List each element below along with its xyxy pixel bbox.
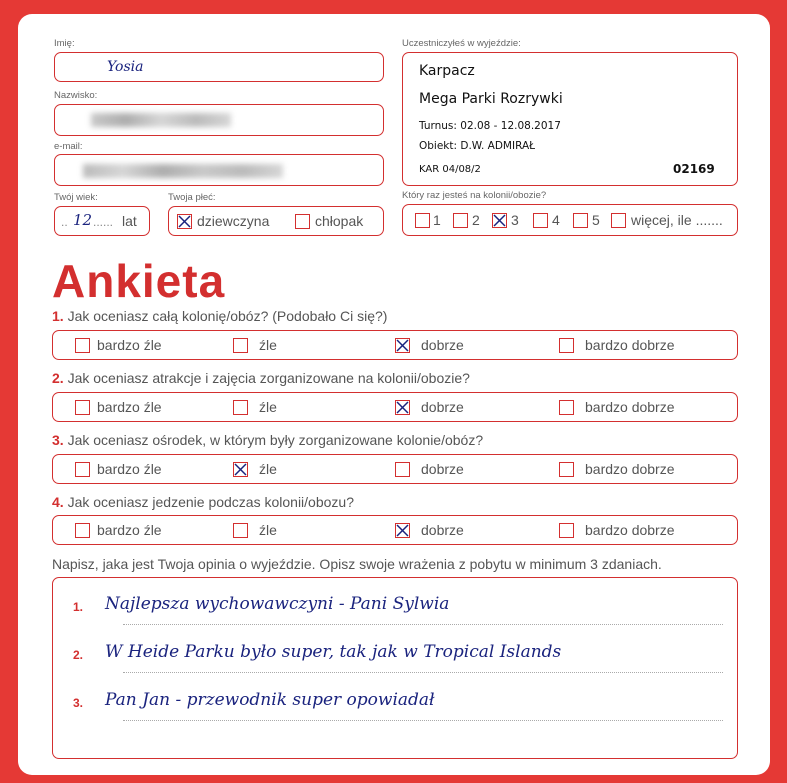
checkbox-q3-option-1[interactable]: [75, 462, 90, 477]
checkbox-dziewczyna[interactable]: [177, 214, 192, 229]
checkbox-q1-option-3[interactable]: [395, 338, 410, 353]
option-label: bardzo dobrze: [585, 522, 675, 538]
checkbox-q2-option-1[interactable]: [75, 400, 90, 415]
opinion-line-divider: [123, 672, 723, 673]
option-label: dobrze: [421, 461, 464, 477]
camp-info-box: [402, 52, 738, 186]
first-name-value: Yosia: [107, 59, 144, 75]
camp-number: 02169: [673, 162, 715, 176]
option-label: dobrze: [421, 522, 464, 538]
surname-redacted: [91, 113, 231, 127]
checkbox-times-more[interactable]: [611, 213, 626, 228]
checkbox-times-3[interactable]: [492, 213, 507, 228]
age-label: Twój wiek:: [54, 192, 98, 203]
times-option-more: więcej, ile .......: [631, 212, 723, 228]
checkbox-times-2[interactable]: [453, 213, 468, 228]
option-label: bardzo dobrze: [585, 461, 675, 477]
camp-code: KAR 04/08/2: [419, 164, 481, 175]
gender-option-male: chłopak: [315, 213, 364, 229]
question-4: [52, 494, 354, 510]
times-option-2: 2: [472, 212, 480, 228]
option-label: źle: [259, 522, 277, 538]
camp-name: Mega Parki Rozrywki: [419, 91, 563, 107]
option-label: dobrze: [421, 337, 464, 353]
opinion-line-1-number: 1.: [73, 600, 84, 614]
option-label: bardzo źle: [97, 461, 162, 477]
opinion-line-3-text: Pan Jan - przewodnik super opowiadał: [105, 690, 435, 710]
question-3: [52, 432, 483, 448]
checkbox-q2-option-4[interactable]: [559, 400, 574, 415]
camp-label: Uczestniczyłeś w wyjeździe:: [402, 38, 521, 49]
checkbox-q3-option-4[interactable]: [559, 462, 574, 477]
option-label: źle: [259, 399, 277, 415]
checkbox-q3-option-2[interactable]: [233, 462, 248, 477]
age-field[interactable]: [54, 206, 150, 236]
email-redacted: [83, 164, 283, 178]
camp-turnus: Turnus: 02.08 - 12.08.2017: [419, 120, 561, 132]
camp-city: Karpacz: [419, 63, 475, 79]
survey-sheet: [18, 14, 770, 775]
answer-row-4: [52, 515, 738, 545]
option-label: bardzo dobrze: [585, 337, 675, 353]
answer-row-2: [52, 392, 738, 422]
question-number: 4.: [52, 494, 64, 510]
checkbox-q4-option-1[interactable]: [75, 523, 90, 538]
checkbox-q1-option-4[interactable]: [559, 338, 574, 353]
question-number: 3.: [52, 432, 64, 448]
question-text: Jak oceniasz ośrodek, w którym były zorganizowane kolonie/obóz?: [67, 432, 484, 448]
email-label: e-mail:: [54, 141, 83, 152]
question-2: [52, 370, 470, 386]
option-label: bardzo źle: [97, 337, 162, 353]
checkbox-q2-option-2[interactable]: [233, 400, 248, 415]
checkbox-q1-option-2[interactable]: [233, 338, 248, 353]
checkbox-q4-option-3[interactable]: [395, 523, 410, 538]
checkbox-q4-option-4[interactable]: [559, 523, 574, 538]
checkbox-times-5[interactable]: [573, 213, 588, 228]
option-label: bardzo źle: [97, 399, 162, 415]
survey-title: Ankieta: [52, 255, 226, 307]
age-dots-pre: ..: [61, 215, 68, 229]
question-number: 1.: [52, 308, 64, 324]
checkbox-times-4[interactable]: [533, 213, 548, 228]
age-dots-post: ......: [93, 215, 114, 229]
question-number: 2.: [52, 370, 64, 386]
answer-row-1: [52, 330, 738, 360]
option-label: dobrze: [421, 399, 464, 415]
answer-row-3: [52, 454, 738, 484]
opinion-line-divider: [123, 720, 723, 721]
option-label: bardzo źle: [97, 522, 162, 538]
opinion-line-2-number: 2.: [73, 648, 84, 662]
surname-label: Nazwisko:: [54, 90, 98, 101]
gender-label: Twoja płeć:: [168, 192, 216, 203]
times-field: [402, 204, 738, 236]
opinion-line-2-text: W Heide Parku było super, tak jak w Tropical Islands: [105, 642, 562, 662]
gender-field: [168, 206, 384, 236]
option-label: źle: [259, 461, 277, 477]
gender-option-female: dziewczyna: [197, 213, 270, 229]
opinion-line-3-number: 3.: [73, 696, 84, 710]
question-1: [52, 308, 387, 324]
first-name-label: Imię:: [54, 38, 75, 49]
times-option-3: 3: [511, 212, 519, 228]
opinion-box[interactable]: [52, 577, 738, 759]
question-text: Jak oceniasz jedzenie podczas kolonii/obozu?: [67, 494, 354, 510]
first-name-field[interactable]: [54, 52, 384, 82]
age-value: 12: [73, 211, 93, 229]
times-option-4: 4: [552, 212, 560, 228]
checkbox-q4-option-2[interactable]: [233, 523, 248, 538]
times-label: Który raz jesteś na kolonii/obozie?: [402, 190, 547, 201]
question-text: Jak oceniasz atrakcje i zajęcia zorganizowane na kolonii/obozie?: [67, 370, 470, 386]
checkbox-times-1[interactable]: [415, 213, 430, 228]
option-label: bardzo dobrze: [585, 399, 675, 415]
checkbox-q1-option-1[interactable]: [75, 338, 90, 353]
checkbox-q2-option-3[interactable]: [395, 400, 410, 415]
option-label: źle: [259, 337, 277, 353]
age-unit: lat: [122, 213, 137, 229]
times-option-1: 1: [433, 212, 441, 228]
times-option-5: 5: [592, 212, 600, 228]
surname-field[interactable]: [54, 104, 384, 136]
checkbox-chlopak[interactable]: [295, 214, 310, 229]
checkbox-q3-option-3[interactable]: [395, 462, 410, 477]
email-field[interactable]: [54, 154, 384, 186]
camp-obiekt: Obiekt: D.W. ADMIRAŁ: [419, 140, 536, 152]
opinion-line-1-text: Najlepsza wychowawczyni - Pani Sylwia: [105, 594, 450, 614]
opinion-line-divider: [123, 624, 723, 625]
opinion-prompt: Napisz, jaka jest Twoja opinia o wyjeździe. Opisz swoje wrażenia z pobytu w minimum 3 zdaniach.: [52, 556, 662, 572]
question-text: Jak oceniasz całą kolonię/obóz? (Podobało Ci się?): [67, 308, 388, 324]
